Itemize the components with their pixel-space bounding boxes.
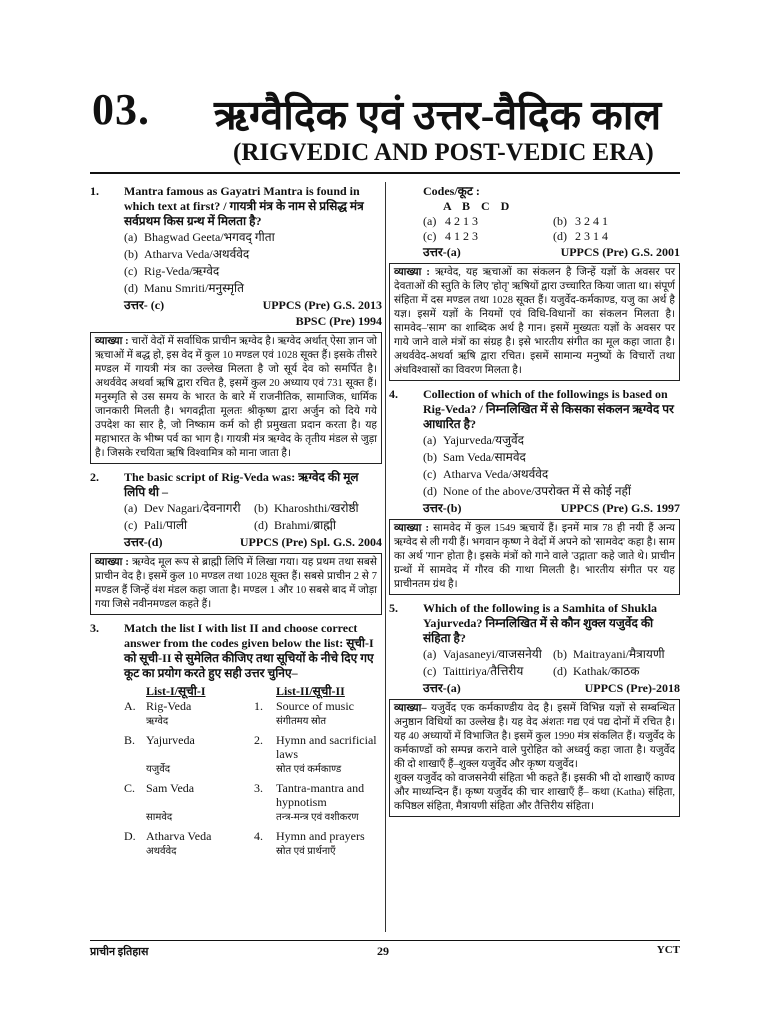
code-option: (a) 4 2 1 3: [423, 214, 478, 228]
match-row: A. Rig-Veda ऋग्वेद 1. Source of music संगीतमय स्रोत: [124, 699, 354, 727]
option: (d) None of the above/उपरोक्त में से कोई नहीं: [423, 484, 631, 498]
answer-line: [423, 500, 680, 516]
exam-source: UPPCS (Pre) G.S. 2013: [262, 298, 382, 312]
question-text: Which of the following is a Samhita of Shukla Yajurveda? निम्नलिखित में से कौन शुक्ल यजुर्वेद की संहिता है?: [423, 601, 658, 645]
answer: उत्तर-(d): [124, 535, 163, 549]
question-3-codes: [389, 184, 680, 381]
option: (b) Kharoshthi/खरोष्ठी: [254, 501, 359, 515]
page-number: 29: [377, 944, 389, 958]
question-3: [90, 621, 382, 859]
option: (b) Maitrayani/मैत्रायणी: [553, 647, 665, 661]
explanation-text: सामवेद में कुल 1549 ऋचायें हैं। इनमें मात्र 78 ही नयी हैं अन्य ऋग्वेद से ली गयी हैं। भगवान कृष्ण ने वेदों में अपने को 'सामवेद' कहा है। साम का अर्थ 'गान' होता है। इसके मंत्रों को गाने वाले 'उद्गाता' कहे जाते थे। प्राचीन ग्रन्थों में सामवेद में गौरव की गाथा मिलती है। भारतीय संगीत पर यह प्राचीनतम ग्रंथ है।: [394, 523, 676, 590]
question-1: [90, 184, 382, 464]
list1-heading: List-I/सूची-I: [146, 684, 206, 698]
answer: उत्तर-(b): [423, 501, 462, 515]
list2-heading: List-II/सूची-II: [276, 684, 345, 698]
codes-grid: [423, 214, 680, 244]
code-option: (c) 4 1 2 3: [423, 229, 478, 243]
explanation-box: [90, 332, 382, 464]
question-number: 5.: [389, 601, 398, 615]
explanation-text: ऋग्वेद, यह ऋचाओं का संकलन है जिन्हें यज्ञों के अवसर पर देवताओं की स्तुति के लिए 'होतृ' ऋषियों द्वारा उच्चारित किया जाता था। संपूर्ण संहिता में दस मण्डल तथा 1028 सूक्त हैं। यजुर्वेद-कर्मकाण्ड, यजु का अर्थ है यज्ञ। इसमें यज्ञों के नियमों एवं विधि-विधानों का संकलन मिलता है। सामवेद–'साम' का शाब्दिक अर्थ है गान। इसमें मुख्यतः यज्ञों के अवसर पर गाये जाने वाले मंत्रों का संग्रह है। इसे भारतीय संगीत का मूल कहा जाता है। अथर्ववेद-अथर्वा ऋषि द्वारा रचित। इसमें सामान्य मनुष्यों के विचारों तथा अंधविश्वासों का विवरण मिलता है।: [394, 267, 675, 376]
explanation-label: व्याख्या :: [394, 267, 430, 278]
answer: उत्तर-(a): [423, 681, 461, 695]
explanation-label: व्याख्या–: [394, 703, 427, 714]
explanation-text: शुक्ल यजुर्वेद को वाजसनेयी संहिता भी कहते हैं। इसकी भी दो शाखाएँ काण्व और माध्यन्दिन हैं। कृष्ण यजुर्वेद की चार शाखाएँ हैं– कथा (Katha) संहिता, कपिष्ठल संहिता, मैत्रायणी संहिता और तैत्तिरीय संहिता।: [394, 773, 675, 812]
question-text: Mantra famous as Gayatri Mantra is found in which text at first? / गायत्री मंत्र के नाम से प्रसिद्ध मंत्र सर्वप्रथम किस ग्रन्थ में मिलता है?: [124, 184, 364, 228]
footer-subject: प्राचीन इतिहास: [90, 946, 149, 958]
explanation-text: चारों वेदों में सर्वाधिक प्राचीन ऋग्वेद है। ऋग्वेद अर्थात् ऐसा ज्ञान जो ऋचाओं में बद्ध हो, इस वेद में कुल 10 मण्डल एवं 1028 सूक्त हैं। इसके तीसरे मण्डल में गायत्री मंत्र का उल्लेख मिलता है जो सूर्य देव को समर्पित है। अथर्ववेद अथर्वा ऋषि द्वारा रचित है, इसमें कुल 20 अध्याय एवं 731 सूक्त हैं। मनुस्मृति से उस समय के भारत के बारे में राजनीतिक, सामाजिक, धार्मिक जानकारी मिलती है। भगवद्गीता मूलतः श्रीकृष्ण द्वारा अर्जुन को दिये गये उपदेश का सार है, जो निष्काम कर्म को ही प्रमुखता प्रदान करता है। यह महाभारत के भीष्म पर्व का भाग है। गायत्री मंत्र ऋग्वेद के तृतीय मंडल से जुड़ा है। जिसके रचयिता ऋषि विश्वामित्र को माना जाता है।: [95, 336, 377, 459]
match-row: C. Sam Veda सामवेद 3. Tantra-mantra and hypnotism तन्त्र-मन्त्र एवं वशीकरण: [124, 781, 365, 823]
exam-source: UPPCS (Pre) Spl. G.S. 2004: [239, 535, 382, 549]
options-grid: [124, 500, 382, 534]
exam-source: BPSC (Pre) 1994: [295, 314, 382, 328]
explanation-text: ऋग्वेद मूल रूप से ब्राह्मी लिपि में लिखा गया। यह प्रथम तथा सबसे प्राचीन वेद है। इसमें कुल 10 मण्डल तथा 1028 सूक्त हैं। सबसे प्राचीन 2 से 7 मण्डल हैं जिन्हें वंश मंडल कहा जाता है। मण्डल 1 और 10 सबसे बाद में जोड़ा गया जिसे नवीनमण्डल कहते हैं।: [95, 557, 378, 610]
question-5: [389, 601, 680, 817]
option: (a) Vajasaneyi/वाजसनेयी: [423, 647, 542, 661]
explanation-label: व्याख्या :: [394, 523, 429, 534]
column-divider: [385, 182, 386, 932]
exam-source: UPPCS (Pre)-2018: [584, 681, 680, 695]
explanation-box: [389, 263, 680, 381]
answer: उत्तर- (c): [124, 298, 165, 312]
question-2: [90, 470, 382, 615]
answer-line: [423, 244, 680, 260]
match-table-header: [146, 683, 382, 699]
question-number: 2.: [90, 470, 99, 484]
question-4: [389, 387, 680, 595]
answer-line: [124, 534, 382, 550]
code-option: (b) 3 2 4 1: [553, 214, 608, 228]
question-number: 4.: [389, 387, 398, 401]
explanation-text: यजुर्वेद एक कर्मकाण्डीय वेद है। इसमें विभिन्न यज्ञों से सम्बन्धित अनुष्ठान विधियों का उल्लेख है। यह वेद अंशतः गद्य एवं पद्य दोनों में रचित है। यह 40 अध्यायों में विभाजित है। इसमें कुल 1990 मंत्र संकलित हैं। यजुर्वेद के कर्मकाण्डों को सम्पन्न कराने वाले पुरोहित को अध्वर्यु कहा जाता है। यजुर्वेद की दो शाखाएँ हैं–शुक्ल यजुर्वेद और कृष्ण यजुर्वेद।: [394, 703, 675, 770]
answer: उत्तर-(a): [423, 245, 461, 259]
explanation-box: [389, 519, 680, 595]
exam-source: UPPCS (Pre) G.S. 2001: [560, 245, 680, 259]
question-number: 1.: [90, 184, 99, 198]
codes-letters: A B C D: [443, 199, 514, 213]
option: (a) Bhagwad Geeta/भगवद् गीता: [124, 230, 275, 244]
option: (a) Yajurveda/यजुर्वेद: [423, 433, 525, 447]
match-row: B. Yajurveda यजुर्वेद 2. Hymn and sacrificial laws स्रोत एवं कर्मकाण्ड: [124, 733, 377, 775]
question-text: Match the list I with list II and choose correct answer from the codes given below the list: सूची-I को सूची-II से सुमेलित कीजिए तथा सूचियों के नीचे दिए गए कूट का प्रयोग करते हुए सही उत्तर चुनिए–: [124, 621, 374, 680]
question-text: The basic script of Rig-Veda was: ऋग्वेद की मूल लिपि थी –: [124, 470, 359, 499]
option: (d) Brahmi/ब्राह्मी: [254, 518, 337, 532]
chapter-title-hindi: ऋग्वैदिक एवं उत्तर-वैदिक काल: [214, 92, 662, 138]
option: (c) Taittiriya/तैत्तिरीय: [423, 664, 524, 678]
match-table: [124, 683, 382, 859]
option: (b) Sam Veda/सामवेद: [423, 450, 526, 464]
chapter-title-english: (RIGVEDIC AND POST-VEDIC ERA): [233, 139, 654, 166]
option: (b) Atharva Veda/अथर्ववेद: [124, 247, 250, 261]
exam-source: UPPCS (Pre) G.S. 1997: [560, 501, 680, 515]
explanation-box: [389, 699, 680, 817]
left-column: [90, 184, 382, 863]
explanation-box: [90, 553, 382, 615]
explanation-label: व्याख्या :: [95, 557, 129, 568]
option: (c) Atharva Veda/अथर्ववेद: [423, 467, 549, 481]
codes-label: Codes/कूट :: [423, 184, 480, 198]
option: (c) Pali/पाली: [124, 518, 188, 532]
right-column: [389, 184, 680, 823]
chapter-number: 03.: [92, 85, 150, 134]
answer-line: [423, 680, 680, 696]
code-option: (d) 2 3 1 4: [553, 229, 608, 243]
header-rule: [90, 172, 680, 174]
footer-rule: [90, 940, 680, 941]
option: (a) Dev Nagari/देवनागरी: [124, 501, 241, 515]
option: (d) Manu Smriti/मनुस्मृति: [124, 281, 244, 295]
option: (d) Kathak/काठक: [553, 664, 640, 678]
option: (c) Rig-Veda/ऋग्वेद: [124, 264, 220, 278]
match-row: D. Atharva Veda अथर्ववेद 4. Hymn and prayers स्रोत एवं प्रार्थनाएँ: [124, 829, 365, 857]
explanation-label: व्याख्या :: [95, 336, 129, 347]
answer-line: [124, 297, 382, 313]
question-number: 3.: [90, 621, 99, 635]
publisher-name: YCT: [656, 944, 680, 956]
question-text: Collection of which of the followings is based on Rig-Veda? / निम्नलिखित में से किसका संकलन ऋग्वेद पर आधारित है?: [423, 387, 674, 431]
options-grid: [423, 646, 680, 680]
